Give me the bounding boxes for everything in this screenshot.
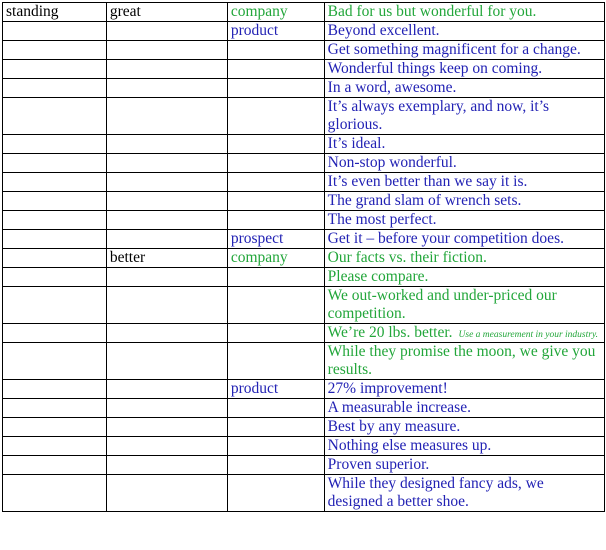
subject-cell — [227, 79, 324, 98]
slogan-cell — [324, 135, 604, 154]
category-cell — [3, 456, 107, 475]
category-cell — [3, 287, 107, 324]
table-row — [3, 41, 605, 60]
category-cell — [3, 79, 107, 98]
subject-cell — [227, 154, 324, 173]
slogan-cell — [324, 41, 604, 60]
slogan-cell — [324, 268, 604, 287]
claim-type-cell — [106, 475, 227, 512]
subject-cell — [227, 437, 324, 456]
slogan-cell — [324, 98, 604, 135]
claim-type-cell — [106, 343, 227, 380]
claim-type-cell — [106, 79, 227, 98]
slogan-text: We out-worked and under-priced our competition. — [327, 287, 557, 322]
claim-type-cell — [106, 154, 227, 173]
category-cell — [3, 22, 107, 41]
subject-cell: company — [227, 249, 324, 268]
subject-cell — [227, 343, 324, 380]
slogan-text: Get it – before your competition does. — [327, 230, 564, 247]
subject-cell — [227, 173, 324, 192]
table-row — [3, 418, 605, 437]
category-cell — [3, 230, 107, 249]
claim-type-cell — [106, 324, 227, 343]
subject-cell: company — [227, 3, 324, 22]
slogan-text: While they designed fancy ads, we designed a better shoe. — [327, 475, 544, 510]
table-row — [3, 475, 605, 512]
category-cell — [3, 343, 107, 380]
slogan-text: It’s always exemplary, and now, it’s glorious. — [327, 98, 550, 133]
slogan-text: Wonderful things keep on coming. — [327, 60, 543, 77]
subject-cell — [227, 287, 324, 324]
table-row — [3, 437, 605, 456]
slogan-text: Beyond excellent. — [327, 22, 440, 39]
table-row — [3, 211, 605, 230]
table-row — [3, 22, 605, 41]
claim-type-cell — [106, 98, 227, 135]
category-cell — [3, 399, 107, 418]
subject-cell: product — [227, 22, 324, 41]
slogan-cell — [324, 249, 604, 268]
table-row — [3, 456, 605, 475]
slogan-text: Bad for us but wonderful for you. — [327, 3, 537, 20]
table-row — [3, 98, 605, 135]
category-cell — [3, 437, 107, 456]
category-cell — [3, 249, 107, 268]
slogan-text: We’re 20 lbs. better. — [327, 324, 453, 341]
slogan-cell — [324, 456, 604, 475]
subject-cell — [227, 60, 324, 79]
category-cell — [3, 60, 107, 79]
subject-cell — [227, 456, 324, 475]
slogan-text: 27% improvement! — [327, 380, 448, 397]
slogan-cell — [324, 418, 604, 437]
slogan-text: Please compare. — [327, 268, 429, 285]
claim-type-cell — [106, 60, 227, 79]
slogan-text: Nothing else measures up. — [327, 437, 492, 454]
category-cell — [3, 268, 107, 287]
slogan-cell — [324, 79, 604, 98]
slogan-text: The grand slam of wrench sets. — [327, 192, 522, 209]
table-row — [3, 249, 605, 268]
slogan-cell — [324, 475, 604, 512]
slogan-text: Our facts vs. their fiction. — [327, 249, 487, 266]
slogan-text: A measurable increase. — [327, 399, 471, 416]
category-cell — [3, 41, 107, 60]
slogan-cell — [324, 3, 604, 22]
table-row — [3, 154, 605, 173]
claim-type-cell — [106, 380, 227, 399]
slogan-text: It’s even better than we say it is. — [327, 173, 528, 190]
slogan-cell — [324, 173, 604, 192]
subject-cell — [227, 41, 324, 60]
claim-type-cell: great — [106, 3, 227, 22]
slogan-cell — [324, 399, 604, 418]
subject-cell — [227, 135, 324, 154]
slogan-cell — [324, 437, 604, 456]
table-row — [3, 3, 605, 22]
subject-cell — [227, 418, 324, 437]
subject-cell — [227, 192, 324, 211]
slogan-table — [2, 2, 605, 512]
slogan-cell — [324, 287, 604, 324]
claim-type-cell — [106, 173, 227, 192]
category-cell — [3, 173, 107, 192]
table-row — [3, 135, 605, 154]
claim-type-cell — [106, 192, 227, 211]
subject-cell — [227, 399, 324, 418]
table-row — [3, 268, 605, 287]
slogan-text: Best by any measure. — [327, 418, 461, 435]
table-row — [3, 287, 605, 324]
subject-cell: product — [227, 380, 324, 399]
subject-cell — [227, 98, 324, 135]
slogan-text: It’s ideal. — [327, 135, 386, 152]
category-cell — [3, 98, 107, 135]
claim-type-cell — [106, 268, 227, 287]
slogan-note: Use a measurement in your industry. — [458, 330, 599, 340]
slogan-cell — [324, 211, 604, 230]
claim-type-cell — [106, 41, 227, 60]
claim-type-cell — [106, 230, 227, 249]
table-row — [3, 324, 605, 343]
slogan-cell — [324, 192, 604, 211]
claim-type-cell — [106, 22, 227, 41]
slogan-table-body — [3, 3, 605, 512]
table-row — [3, 399, 605, 418]
claim-type-cell: better — [106, 249, 227, 268]
table-row — [3, 60, 605, 79]
category-cell — [3, 380, 107, 399]
subject-cell — [227, 211, 324, 230]
category-cell — [3, 475, 107, 512]
category-cell — [3, 135, 107, 154]
subject-cell — [227, 268, 324, 287]
slogan-text: Get something magnificent for a change. — [327, 41, 581, 58]
table-row — [3, 173, 605, 192]
claim-type-cell — [106, 211, 227, 230]
subject-cell — [227, 475, 324, 512]
slogan-text: In a word, awesome. — [327, 79, 457, 96]
claim-type-cell — [106, 135, 227, 154]
slogan-cell — [324, 380, 604, 399]
table-row — [3, 79, 605, 98]
slogan-cell — [324, 22, 604, 41]
category-cell — [3, 154, 107, 173]
subject-cell: prospect — [227, 230, 324, 249]
slogan-text: Proven superior. — [327, 456, 430, 473]
slogan-text: The most perfect. — [327, 211, 437, 228]
category-cell — [3, 211, 107, 230]
category-cell — [3, 324, 107, 343]
table-row — [3, 343, 605, 380]
claim-type-cell — [106, 456, 227, 475]
slogan-text: While they promise the moon, we give you results. — [327, 343, 596, 378]
category-cell: standing — [3, 3, 107, 22]
table-row — [3, 192, 605, 211]
claim-type-cell — [106, 399, 227, 418]
slogan-cell — [324, 343, 604, 380]
table-row — [3, 380, 605, 399]
slogan-cell — [324, 324, 604, 343]
category-cell — [3, 192, 107, 211]
slogan-cell — [324, 230, 604, 249]
slogan-cell — [324, 154, 604, 173]
claim-type-cell — [106, 437, 227, 456]
slogan-cell — [324, 60, 604, 79]
claim-type-cell — [106, 287, 227, 324]
slogan-text: Non-stop wonderful. — [327, 154, 457, 171]
category-cell — [3, 418, 107, 437]
subject-cell — [227, 324, 324, 343]
claim-type-cell — [106, 418, 227, 437]
table-row — [3, 230, 605, 249]
